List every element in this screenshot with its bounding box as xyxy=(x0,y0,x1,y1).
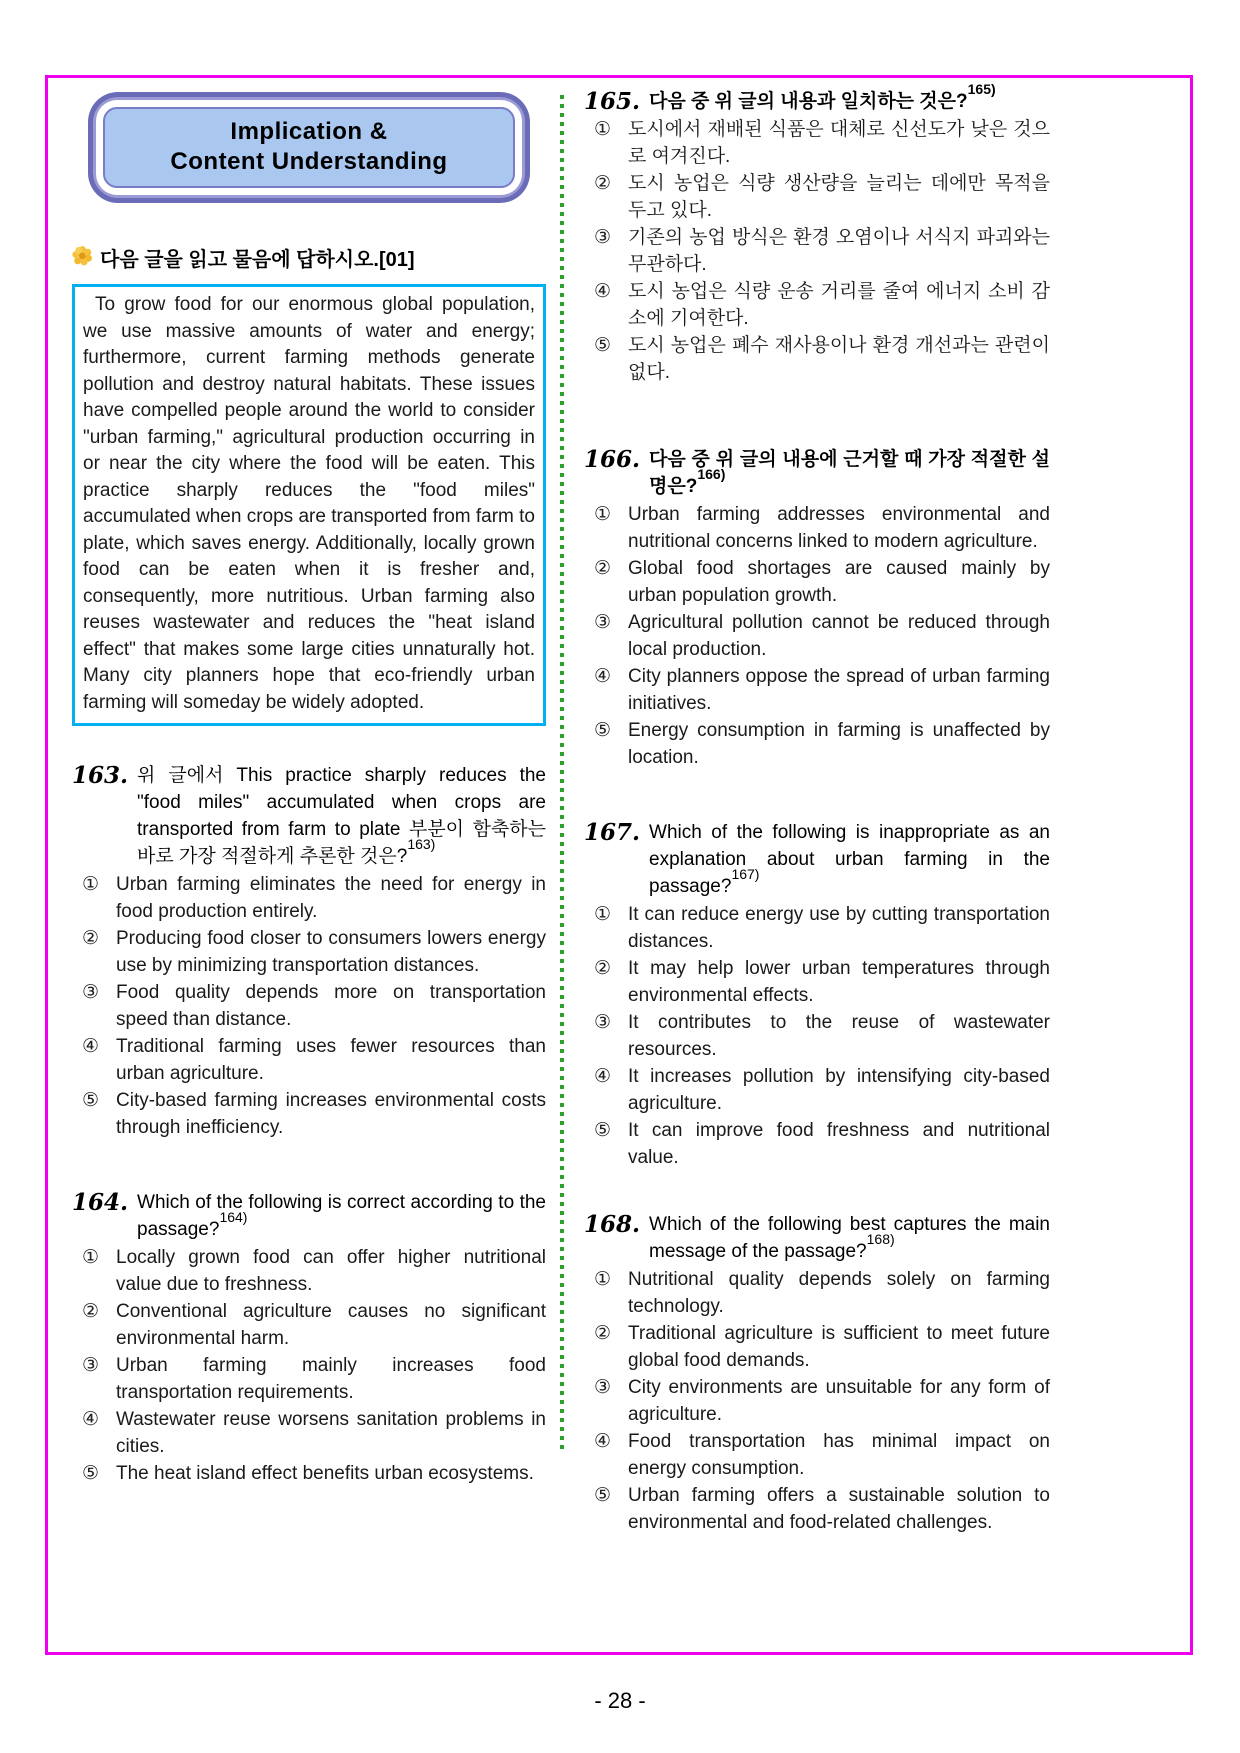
footnote-ref: 167) xyxy=(731,865,760,882)
option-text: It contributes to the reuse of wastewater resources. xyxy=(628,1012,1050,1060)
question-stem: Which of the following best captures the main message of the passage?$^{168)}$ xyxy=(649,1214,1050,1262)
option-marker: ④ xyxy=(594,1066,612,1087)
option-marker: ① xyxy=(82,1247,100,1268)
answer-option xyxy=(584,279,1050,332)
answer-option xyxy=(72,1299,546,1352)
option-text: 도시 농업은 폐수 재사용이나 환경 개선과는 관련이 없다. xyxy=(628,335,1050,383)
column-divider xyxy=(560,95,564,1450)
answer-option xyxy=(72,980,546,1033)
option-text: It may help lower urban temperatures through environmental effects. xyxy=(628,958,1050,1006)
option-text: Producing food closer to consumers lowers energy use by minimizing transportation distances. xyxy=(116,928,546,976)
question-166 xyxy=(584,446,1050,771)
flower-icon xyxy=(72,245,93,271)
answer-option xyxy=(584,1118,1050,1171)
option-text: Traditional farming uses fewer resources than urban agriculture. xyxy=(116,1036,546,1084)
option-marker: ② xyxy=(594,958,612,979)
answer-option xyxy=(584,1064,1050,1117)
option-marker: ③ xyxy=(82,1355,100,1376)
option-marker: ② xyxy=(594,1323,612,1344)
question-number: 166. xyxy=(584,446,641,473)
option-text: Food transportation has minimal impact on energy consumption. xyxy=(628,1431,1050,1479)
instruction-line xyxy=(72,243,546,272)
instruction-text: 다음 글을 읽고 물음에 답하시오.[01] xyxy=(100,249,415,271)
answer-option xyxy=(584,171,1050,224)
right-column xyxy=(584,80,1050,1536)
question-165 xyxy=(584,80,1050,386)
option-marker: ① xyxy=(82,874,100,895)
option-marker: ③ xyxy=(594,612,612,633)
question-number: 165. xyxy=(584,88,641,115)
option-text: Conventional agriculture causes no significant environmental harm. xyxy=(116,1301,546,1349)
answer-option xyxy=(72,1245,546,1298)
option-marker: ⑤ xyxy=(594,1120,612,1141)
option-text: Traditional agriculture is sufficient to meet future global food demands. xyxy=(628,1323,1050,1371)
option-text: Urban farming mainly increases food transportation requirements. xyxy=(116,1355,546,1403)
option-marker: ④ xyxy=(594,666,612,687)
page-title-line2: Content Understanding xyxy=(170,148,448,175)
footnote-ref: 168) xyxy=(866,1230,895,1247)
footnote-ref: 166) xyxy=(697,465,726,482)
footnote-ref: 164) xyxy=(219,1208,248,1225)
answer-option xyxy=(584,902,1050,955)
option-marker: ② xyxy=(594,173,612,194)
answer-option xyxy=(584,333,1050,386)
question-number: 163. xyxy=(72,762,129,789)
question-168 xyxy=(584,1211,1050,1536)
answer-option xyxy=(584,1483,1050,1536)
option-text: Food quality depends more on transportation speed than distance. xyxy=(116,982,546,1030)
answer-option xyxy=(584,556,1050,609)
answer-option xyxy=(584,718,1050,771)
option-text: Energy consumption in farming is unaffected by location. xyxy=(628,720,1050,768)
page-title-line1: Implication & xyxy=(230,118,388,145)
option-marker: ② xyxy=(82,928,100,949)
answer-option xyxy=(584,956,1050,1009)
question-stem: Which of the following is correct according to the passage?$^{164)}$ xyxy=(137,1192,546,1240)
answer-option xyxy=(72,1353,546,1406)
page-number: - 28 - xyxy=(594,1688,646,1713)
answer-option xyxy=(72,1088,546,1141)
answer-option xyxy=(584,502,1050,555)
option-text: It increases pollution by intensifying city-based agriculture. xyxy=(628,1066,1050,1114)
question-163 xyxy=(72,762,546,1141)
option-text: City-based farming increases environmental costs through inefficiency. xyxy=(116,1090,546,1138)
option-text: Urban farming offers a sustainable solution to environmental and food-related challenges. xyxy=(628,1485,1050,1533)
option-marker: ② xyxy=(594,558,612,579)
option-text: Agricultural pollution cannot be reduced through local production. xyxy=(628,612,1050,660)
option-marker: ④ xyxy=(594,281,612,302)
answer-option xyxy=(584,664,1050,717)
question-164 xyxy=(72,1189,546,1488)
option-marker: ① xyxy=(594,904,612,925)
answer-option xyxy=(72,1034,546,1087)
option-text: Nutritional quality depends solely on farming technology. xyxy=(628,1269,1050,1317)
option-marker: ⑤ xyxy=(594,1485,612,1506)
answer-option xyxy=(584,610,1050,663)
option-marker: ③ xyxy=(594,227,612,248)
option-text: The heat island effect benefits urban ecosystems. xyxy=(116,1463,534,1484)
answer-option xyxy=(584,1267,1050,1320)
option-text: City planners oppose the spread of urban farming initiatives. xyxy=(628,666,1050,714)
option-marker: ④ xyxy=(594,1431,612,1452)
answer-option xyxy=(72,926,546,979)
option-marker: ① xyxy=(594,119,612,140)
option-text: 도시에서 재배된 식품은 대체로 신선도가 낮은 것으로 여겨진다. xyxy=(628,119,1050,167)
option-marker: ③ xyxy=(82,982,100,1003)
question-number: 164. xyxy=(72,1189,129,1216)
option-text: 기존의 농업 방식은 환경 오염이나 서식지 파괴와는 무관하다. xyxy=(628,227,1050,275)
option-text: Urban farming eliminates the need for energy in food production entirely. xyxy=(116,874,546,922)
option-marker: ① xyxy=(594,504,612,525)
question-stem: Which of the following is inappropriate as an explanation about urban farming in the passage?$^{167)}$ xyxy=(649,822,1050,897)
passage-text: To grow food for our enormous global population, we use massive amounts of water and energy; furthermore, current farming methods generate pollution and destroy natural habitats. These issues have compelled people around the world to consider "urban farming," agricultural production occurring in or near the city where the food will be eaten. This practice sharply reduces the "food miles" accumulated when crops are transported from farm to plate, which saves energy. Additionally, locally grown food can be eaten when it is fresher and, consequently, more nutritious. Urban farming also reuses wastewater and reduces the "heat island effect" that makes some large cities unnaturally hot. Many city planners hope that eco-friendly urban farming will someday be widely adopted. xyxy=(83,294,535,713)
option-text: Wastewater reuse worsens sanitation problems in cities. xyxy=(116,1409,546,1457)
option-text: It can reduce energy use by cutting transportation distances. xyxy=(628,904,1050,952)
footnote-ref: 163) xyxy=(407,835,436,852)
option-marker: ① xyxy=(594,1269,612,1290)
answer-option xyxy=(584,117,1050,170)
answer-option xyxy=(584,1321,1050,1374)
question-167 xyxy=(584,819,1050,1171)
option-marker: ⑤ xyxy=(82,1090,100,1111)
question-stem: 위 글에서 This practice sharply reduces the "food miles" accumulated when crops are transported from farm to plate 부분이 함축하는 바로 가장 적절하게 추론한 것은?$^{163)}$ xyxy=(137,765,546,867)
option-marker: ③ xyxy=(594,1377,612,1398)
answer-option xyxy=(584,1429,1050,1482)
answer-option xyxy=(72,872,546,925)
answer-option xyxy=(584,225,1050,278)
left-column xyxy=(72,88,546,1488)
question-number: 168. xyxy=(584,1211,641,1238)
option-text: Locally grown food can offer higher nutritional value due to freshness. xyxy=(116,1247,546,1295)
option-marker: ⑤ xyxy=(82,1463,100,1484)
footnote-ref: 165) xyxy=(967,80,996,97)
option-marker: ⑤ xyxy=(594,720,612,741)
question-stem: 다음 중 위 글의 내용에 근거할 때 가장 적절한 설명은?$^{166)}$ xyxy=(649,449,1050,497)
question-number: 167. xyxy=(584,819,641,846)
option-text: 도시 농업은 식량 운송 거리를 줄여 에너지 소비 감소에 기여한다. xyxy=(628,281,1050,329)
option-text: 도시 농업은 식량 생산량을 늘리는 데에만 목적을 두고 있다. xyxy=(628,173,1050,221)
option-marker: ④ xyxy=(82,1036,100,1057)
option-marker: ③ xyxy=(594,1012,612,1033)
answer-option xyxy=(72,1407,546,1460)
question-stem: 다음 중 위 글의 내용과 일치하는 것은?$^{165)}$ xyxy=(649,80,996,112)
option-text: City environments are unsuitable for any form of agriculture. xyxy=(628,1377,1050,1425)
passage-box xyxy=(72,284,546,726)
option-text: It can improve food freshness and nutritional value. xyxy=(628,1120,1050,1168)
option-marker: ④ xyxy=(82,1409,100,1430)
option-marker: ⑤ xyxy=(594,335,612,356)
option-marker: ② xyxy=(82,1301,100,1322)
answer-option xyxy=(72,1461,546,1488)
answer-option xyxy=(584,1010,1050,1063)
option-text: Urban farming addresses environmental and nutritional concerns linked to modern agriculture. xyxy=(628,504,1050,552)
option-text: Global food shortages are caused mainly by urban population growth. xyxy=(628,558,1050,606)
title-box xyxy=(88,92,530,203)
answer-option xyxy=(584,1375,1050,1428)
